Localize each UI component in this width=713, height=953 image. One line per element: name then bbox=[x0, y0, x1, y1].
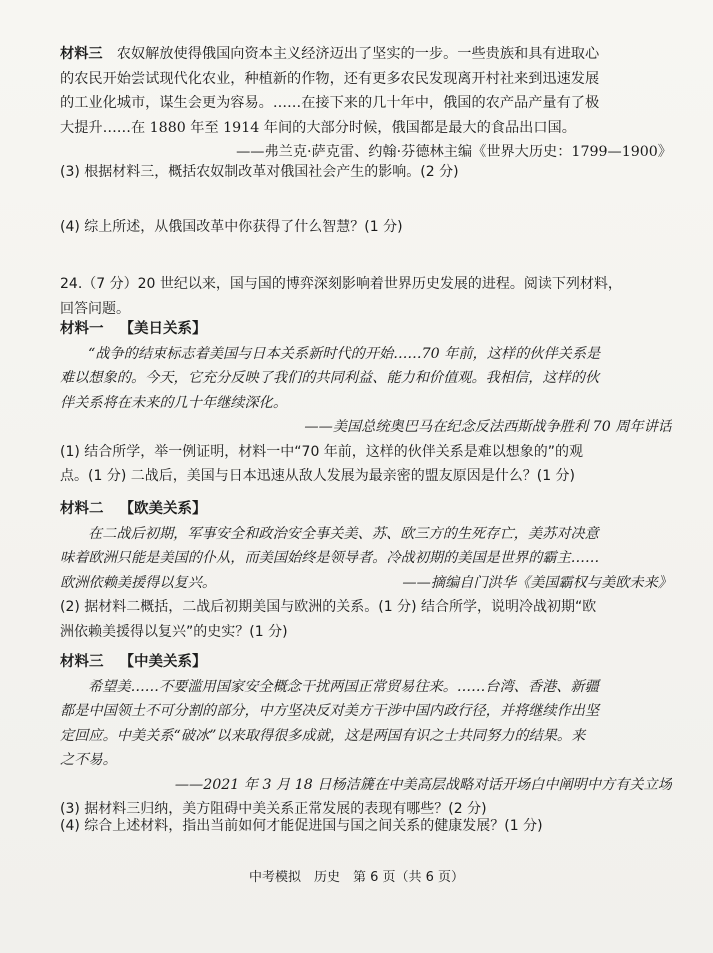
question-text: 点。(1 分) 二战后，美国与日本迅速从敌人发展为最亲密的盟友原因是什么？(1 分) bbox=[60, 468, 576, 484]
material-text-line: “战争的结束标志着美国与日本关系新时代的开始……70 年前，这样的伙伴关系是 bbox=[88, 345, 601, 362]
question-text: (3) 根据材料三，概括农奴制改革对俄国社会产生的影响。(2 分) bbox=[60, 164, 459, 180]
question-text: (2) 据材料二概括，二战后初期美国与欧洲的关系。(1 分) 结合所学，说明冷战初期“欧 bbox=[60, 599, 597, 615]
material-source: ——2021 年 3 月 18 日杨洁篪在中美高层战略对话开场白中阐明中方有关立场 bbox=[174, 776, 672, 793]
question-24-intro bbox=[60, 272, 672, 321]
material-two-us-europe bbox=[60, 497, 672, 644]
question-text: (1) 结合所学，举一例证明，材料一中“70 年前，这样的伙伴关系是难以想象的”的观 bbox=[60, 443, 584, 460]
material-text-line: 味着欧洲只能是美国的仆从，而美国始终是领导者。冷战初期的美国是世界的霸主…… bbox=[60, 550, 600, 566]
material-label: 材料一 bbox=[60, 320, 104, 337]
material-text-line: 定回应。中美关系“破冰”以来取得很多成就，这是两国有识之士共同努力的结果。来 bbox=[60, 727, 586, 744]
material-text-line: 的农民开始尝试现代化农业，种植新的作物，还有更多农民发现离开村社来到迅速发展 bbox=[60, 70, 600, 87]
material-text-line: 的工业化城市，谋生会更为容易。……在接下来的几十年中，俄国的农产品产量有了极 bbox=[60, 95, 600, 111]
question-3 bbox=[60, 160, 672, 185]
material-text-line: 都是中国领土不可分割的部分，中方坚决反对美方干涉中国内政行径，并将继续作出坚 bbox=[60, 703, 600, 719]
material-text-line: 农奴解放使得俄国向资本主义经济迈出了坚实的一步。一些贵族和具有进取心 bbox=[116, 46, 600, 62]
question-text: (4) 综上所述，从俄国改革中你获得了什么智慧？(1 分) bbox=[60, 219, 403, 235]
material-text-line: 欧洲依赖美援得以复兴。 bbox=[60, 574, 217, 591]
question-4 bbox=[60, 215, 672, 240]
material-source: ——美国总统奥巴马在纪念反法西斯战争胜利 70 周年讲话 bbox=[304, 419, 672, 435]
question-text: 24.（7 分）20 世纪以来，国与国的博弈深刻影响着世界历史发展的进程。阅读下列材料， bbox=[60, 276, 622, 292]
question-text: 回答问题。 bbox=[60, 300, 130, 317]
page-footer: 中考模拟 历史 第 6 页（共 6 页） bbox=[248, 870, 465, 885]
material-text-line: 在二战后初期，军事安全和政治安全事关美、苏、欧三方的生死存亡，美苏对决意 bbox=[88, 525, 599, 542]
material-text-line: 伴关系将在未来的几十年继续深化。 bbox=[60, 394, 288, 411]
material-three-russia bbox=[60, 42, 672, 165]
material-one-us-japan bbox=[60, 317, 672, 489]
material-text-line: 大提升……在 1880 年至 1914 年间的大部分时候，俄国都是最大的食品出口国。 bbox=[60, 119, 576, 136]
question-text: (3) 据材料三归纳，美方阻碍中美关系正常发展的表现有哪些？(2 分) bbox=[60, 801, 487, 817]
material-text-line: 之不易。 bbox=[60, 752, 117, 768]
question-text: (4) 综合上述材料，指出当前如何才能促进国与国之间关系的健康发展？(1 分) bbox=[60, 818, 543, 834]
material-label: 材料三 bbox=[60, 653, 104, 670]
material-text-line: 难以想象的。今天，它充分反映了我们的共同利益、能力和价值观。我相信，这样的伙 bbox=[60, 370, 600, 386]
material-tag: 【中美关系】 bbox=[119, 653, 207, 670]
question-final bbox=[60, 814, 672, 839]
material-source: ——弗兰克·萨克雷、约翰·芬德林主编《世界大历史：1799—1900》 bbox=[236, 144, 672, 160]
material-source: ——摘编自门洪华《美国霸权与美欧未来》 bbox=[402, 574, 672, 591]
material-label: 材料二 bbox=[60, 500, 104, 517]
material-text-line: 希望美……不要滥用国家安全概念干扰两国正常贸易往来。……台湾、香港、新疆 bbox=[88, 678, 599, 695]
material-three-china-us bbox=[60, 650, 672, 822]
material-tag: 【美日关系】 bbox=[119, 320, 207, 337]
material-tag: 【欧美关系】 bbox=[119, 500, 207, 517]
material-label: 材料三 bbox=[60, 46, 103, 62]
question-text: 洲依赖美援得以复兴”的史实？(1 分) bbox=[60, 623, 288, 640]
